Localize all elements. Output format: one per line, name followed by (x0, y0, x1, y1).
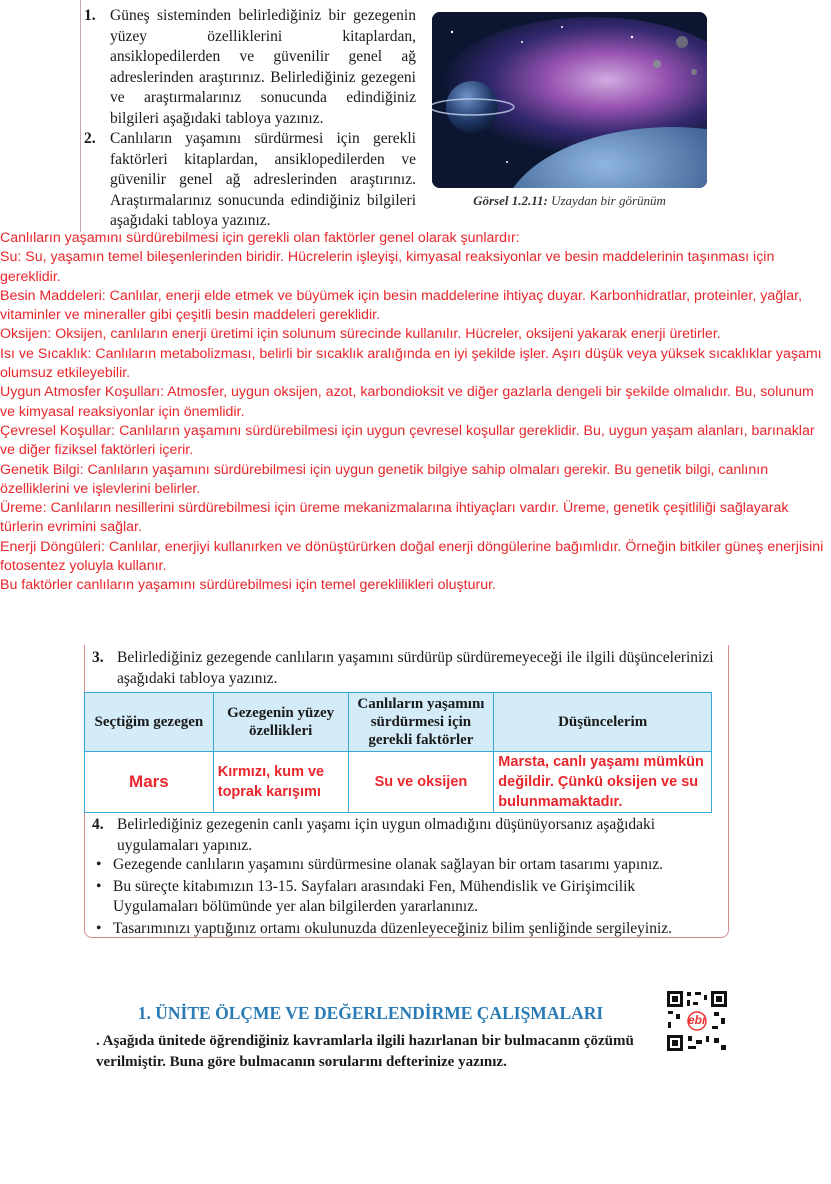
answer-line: Bu faktörler canlıların yaşamını sürdürebilmesi için temel gereklilikleri oluşturur. (0, 577, 496, 594)
task-2-number: 2. (84, 130, 96, 147)
answer-line: Besin Maddeleri: Canlılar, enerji elde etmek ve büyümek için besin maddelerine ihtiyaç duyar. Karbonhidratlar, proteinler, yağlar, vitaminler ve mineraller gibi çeşitli besin maddeleri gereklidir. (0, 287, 803, 324)
table-cell-planet[interactable]: Mars (85, 752, 214, 813)
table-header: Canlıların yaşamını sürdürmesi için gerekli faktörler (348, 693, 494, 752)
qr-label: ebi (688, 1013, 706, 1027)
answer-line: Canlıların yaşamını sürdürebilmesi için gerekli olan faktörler genel olarak şunlardır: (0, 230, 520, 246)
planet-table (84, 692, 712, 813)
figure-caption (432, 193, 707, 209)
task-3 (92, 648, 720, 689)
answer-block (0, 229, 829, 596)
space-illustration (432, 12, 707, 188)
answer-line: Çevresel Koşullar: Canlıların yaşamını sürdürebilmesi için uygun çevresel koşullar gereklidir. Bu, uygun yaşam alanları, barınaklar ve diğer fiziksel faktörleri içerir. (0, 422, 815, 459)
task-1 (84, 6, 416, 129)
bullet-list (93, 855, 723, 940)
qr-code-icon[interactable] (666, 990, 728, 1052)
answer-line: Oksijen: Oksijen, canlıların enerji üretimi için solunum sürecinde kullanılır. Hücreler, oksijeni yakarak enerji üretirler. (0, 326, 721, 343)
list-item-text: Tasarımınızı yaptığınız ortamı okulunuzda düzenleyeceğiniz bilim şenliğinde sergileyiniz. (113, 919, 673, 937)
table-header: Düşüncelerim (494, 693, 712, 752)
table-cell-thoughts[interactable]: Marsta, canlı yaşamı mümkün değildir. Çünkü oksijen ve su bulunmamaktadır. (494, 752, 712, 813)
answer-line: Üreme: Canlıların nesillerini sürdürebilmesi için üreme mekanizmalarına ihtiyaçları vardır. Üreme, genetik çeşitliliği sağlayarak türlerin evrimini sağlar. (0, 500, 789, 536)
answer-line: Uygun Atmosfer Koşulları: Atmosfer, uygun oksijen, azot, karbondioksit ve diğer gazlarla dengeli bir şekilde olmalıdır. Bu, solunum ve kimyasal reaksiyonlar için önemlidir. (0, 384, 814, 420)
figure-label: Görsel 1.2.11: (473, 193, 548, 208)
list-item (93, 855, 723, 876)
task-1-text: Güneş sisteminden belirlediğiniz bir gezegenin yüzey özelliklerini kitaplardan, ansiklopedilerden ve güvenilir genel ağ adreslerinden araştırınız. Belirlediğiniz gezegeni ve araştırmalarınız sonucunda edindiğiniz bilgileri aşağıdaki tabloya yazınız. (110, 7, 416, 127)
instruction-text: . Aşağıda ünitede öğrendiğiniz kavramlarla ilgili hazırlanan bir bulmacanın çözümü verilmiştir. Buna göre bulmacanın sorularını defterinize yazınız. (96, 1033, 634, 1070)
task-4-number: 4. (92, 816, 104, 833)
table-cell-factors[interactable]: Su ve oksijen (348, 752, 494, 813)
list-item-text: Bu süreçte kitabımızın 13-15. Sayfaları arasındaki Fen, Mühendislik ve Girişimcilik Uygulamaları bölümünde yer alan bilgilerden yararlanınız. (113, 877, 636, 915)
bullet-icon: • (96, 919, 102, 937)
list-item-text: Gezegende canlıların yaşamını sürdürmesine olanak sağlayan bir ortam tasarımı yapınız. (113, 856, 664, 873)
margin-rule (80, 0, 81, 232)
figure-text: Uzaydan bir görünüm (551, 193, 666, 208)
answer-line: Isı ve Sıcaklık: Canlıların metabolizması, belirli bir sıcaklık aralığında en iyi şekilde işler. Aşırı düşük veya yüksek sıcaklıklar yaşamı olumsuz etkileyebilir. (0, 345, 822, 382)
list-item (93, 919, 723, 940)
task-3-number: 3. (92, 649, 104, 666)
table-header: Gezegenin yüzey özellikleri (213, 693, 348, 752)
task-2-text: Canlıların yaşamını sürdürmesi için gerekli faktörleri kitaplardan, ansiklopedilerden ve güvenilir genel ağ adreslerinden araştırınız. Araştırmalarınız sonucunda edindiğiniz bilgileri aşağıdaki tabloya yazınız. (110, 130, 416, 229)
table-header-row (85, 693, 712, 752)
task-4 (92, 815, 722, 856)
answer-line: Enerji Döngüleri: Canlılar, enerjiyi kullanırken ve dönüştürürken doğal enerji döngülerine bağımlıdır. Örneğin bitkiler güneş enerjisini fotosentez yoluyla kullanır. (0, 538, 824, 575)
space-image (432, 12, 707, 188)
task-1-number: 1. (84, 7, 96, 24)
task-2 (84, 129, 416, 232)
bullet-icon: • (96, 877, 102, 895)
answer-line: Su: Su, yaşamın temel bileşenlerinden biridir. Hücrelerin işleyişi, kimyasal reaksiyonlar ve besin maddelerinin taşınması için gereklidir. (0, 249, 775, 285)
unit-title: 1. ÜNİTE ÖLÇME VE DEĞERLENDİRME ÇALIŞMALARI (137, 1003, 604, 1023)
bullet-icon: • (96, 856, 102, 873)
table-cell-surface[interactable]: Kırmızı, kum ve toprak karışımı (213, 752, 348, 813)
table-row (85, 752, 712, 813)
list-item (93, 877, 723, 918)
table-header: Seçtiğim gezegen (85, 693, 214, 752)
task-3-text: Belirlediğiniz gezegende canlıların yaşamını sürdürüp sürdüremeyeceği ile ilgili düşüncelerinizi aşağıdaki tabloya yazınız. (117, 649, 714, 687)
task-4-text: Belirlediğiniz gezegenin canlı yaşamı için uygun olmadığını düşünüyorsanız aşağıdaki uygulamaları yapınız. (117, 816, 656, 854)
answer-line: Genetik Bilgi: Canlıların yaşamını sürdürebilmesi için uygun genetik bilgiye sahip olmaları gerekir. Bu genetik bilgi, canlının özelliklerini ve işlevlerini belirler. (0, 461, 769, 497)
